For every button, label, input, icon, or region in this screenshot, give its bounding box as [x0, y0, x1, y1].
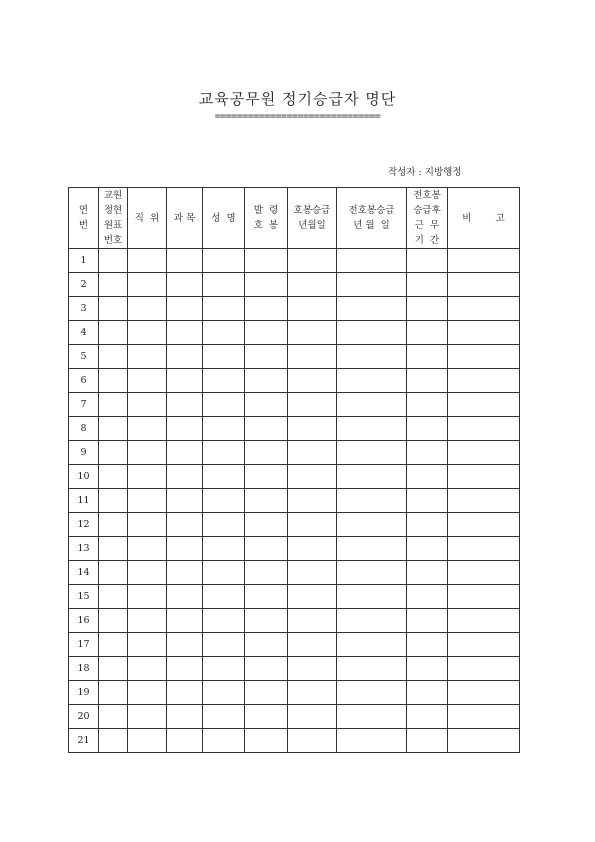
table-cell[interactable]	[288, 537, 337, 561]
table-cell[interactable]	[128, 297, 167, 321]
table-cell[interactable]	[99, 489, 128, 513]
table-row	[69, 321, 520, 345]
table-cell[interactable]	[245, 537, 288, 561]
row-number: 6	[69, 369, 99, 393]
row-number: 17	[69, 633, 99, 657]
table-cell[interactable]	[407, 513, 448, 537]
table-cell[interactable]	[288, 297, 337, 321]
table-cell[interactable]	[448, 489, 520, 513]
table-cell[interactable]	[167, 297, 203, 321]
table-cell[interactable]	[448, 417, 520, 441]
table-cell[interactable]	[167, 249, 203, 273]
table-cell[interactable]	[407, 729, 448, 753]
table-cell[interactable]	[203, 513, 245, 537]
table-row	[69, 345, 520, 369]
table-cell[interactable]	[99, 729, 128, 753]
table-cell[interactable]	[288, 489, 337, 513]
table-row	[69, 537, 520, 561]
table-cell[interactable]	[99, 537, 128, 561]
table-cell[interactable]	[337, 633, 407, 657]
table-cell[interactable]	[337, 273, 407, 297]
table-cell[interactable]	[448, 393, 520, 417]
row-number: 1	[69, 249, 99, 273]
table-cell[interactable]	[245, 681, 288, 705]
table-cell[interactable]	[448, 681, 520, 705]
table-cell[interactable]	[337, 609, 407, 633]
table-cell[interactable]	[337, 417, 407, 441]
table-cell[interactable]	[245, 585, 288, 609]
table-cell[interactable]	[337, 441, 407, 465]
table-cell[interactable]	[245, 465, 288, 489]
table-cell[interactable]	[288, 441, 337, 465]
table-row	[69, 609, 520, 633]
table-cell[interactable]	[448, 705, 520, 729]
table-cell[interactable]	[407, 657, 448, 681]
table-row	[69, 465, 520, 489]
table-cell[interactable]	[245, 489, 288, 513]
table-cell[interactable]	[407, 489, 448, 513]
table-row	[69, 585, 520, 609]
row-number: 16	[69, 609, 99, 633]
document-title: 교육공무원 정기승급자 명단	[198, 90, 397, 108]
row-number: 14	[69, 561, 99, 585]
table-cell[interactable]	[337, 489, 407, 513]
table-cell[interactable]	[167, 729, 203, 753]
table-cell[interactable]	[288, 513, 337, 537]
table-cell[interactable]	[407, 321, 448, 345]
table-cell[interactable]	[288, 273, 337, 297]
table-cell[interactable]	[128, 561, 167, 585]
table-cell[interactable]	[245, 729, 288, 753]
table-cell[interactable]	[203, 609, 245, 633]
table-cell[interactable]	[203, 249, 245, 273]
table-cell[interactable]	[128, 441, 167, 465]
table-cell[interactable]	[203, 345, 245, 369]
table-cell[interactable]	[245, 705, 288, 729]
table-header-row	[69, 188, 520, 249]
table-cell[interactable]	[288, 369, 337, 393]
table-row	[69, 441, 520, 465]
header-name: 성 명	[203, 188, 245, 249]
table-cell[interactable]	[203, 561, 245, 585]
table-cell[interactable]	[99, 393, 128, 417]
table-cell[interactable]	[245, 561, 288, 585]
table-cell[interactable]	[245, 369, 288, 393]
table-cell[interactable]	[167, 561, 203, 585]
table-cell[interactable]	[245, 393, 288, 417]
table-row	[69, 369, 520, 393]
table-cell[interactable]	[203, 489, 245, 513]
row-number: 4	[69, 321, 99, 345]
table-cell[interactable]	[203, 417, 245, 441]
table-cell[interactable]	[407, 609, 448, 633]
table-cell[interactable]	[128, 249, 167, 273]
table-cell[interactable]	[99, 249, 128, 273]
table-cell[interactable]	[337, 537, 407, 561]
table-cell[interactable]	[407, 561, 448, 585]
table-cell[interactable]	[203, 705, 245, 729]
table-cell[interactable]	[167, 489, 203, 513]
table-cell[interactable]	[337, 657, 407, 681]
table-cell[interactable]	[128, 681, 167, 705]
table-cell[interactable]	[337, 321, 407, 345]
row-number: 10	[69, 465, 99, 489]
table-cell[interactable]	[407, 441, 448, 465]
table-cell[interactable]	[407, 465, 448, 489]
table-cell[interactable]	[203, 297, 245, 321]
table-cell[interactable]	[407, 537, 448, 561]
table-cell[interactable]	[407, 417, 448, 441]
table-cell[interactable]	[203, 537, 245, 561]
header-service-period: 전호봉 승급후 근 무 기 간	[407, 188, 448, 249]
table-cell[interactable]	[99, 513, 128, 537]
table-cell[interactable]	[167, 705, 203, 729]
table-cell[interactable]	[128, 465, 167, 489]
table-cell[interactable]	[99, 441, 128, 465]
table-cell[interactable]	[337, 369, 407, 393]
table-cell[interactable]	[448, 441, 520, 465]
table-cell[interactable]	[245, 441, 288, 465]
row-number: 5	[69, 345, 99, 369]
table-cell[interactable]	[128, 321, 167, 345]
table-cell[interactable]	[407, 297, 448, 321]
row-number: 8	[69, 417, 99, 441]
table-cell[interactable]	[167, 609, 203, 633]
table-cell[interactable]	[167, 369, 203, 393]
row-number: 20	[69, 705, 99, 729]
table-cell[interactable]	[99, 657, 128, 681]
table-cell[interactable]	[203, 369, 245, 393]
table-cell[interactable]	[337, 681, 407, 705]
table-cell[interactable]	[448, 657, 520, 681]
table-row	[69, 681, 520, 705]
table-row	[69, 705, 520, 729]
row-number: 15	[69, 585, 99, 609]
row-number: 19	[69, 681, 99, 705]
table-cell[interactable]	[337, 393, 407, 417]
table-cell[interactable]	[245, 513, 288, 537]
table-cell[interactable]	[99, 561, 128, 585]
table-row	[69, 561, 520, 585]
table-cell[interactable]	[245, 633, 288, 657]
table-cell[interactable]	[288, 249, 337, 273]
table-cell[interactable]	[203, 585, 245, 609]
table-cell[interactable]	[448, 321, 520, 345]
table-cell[interactable]	[288, 609, 337, 633]
table-cell[interactable]	[203, 441, 245, 465]
table-cell[interactable]	[99, 417, 128, 441]
table-cell[interactable]	[448, 297, 520, 321]
table-cell[interactable]	[448, 729, 520, 753]
table-cell[interactable]	[167, 393, 203, 417]
table-cell[interactable]	[407, 585, 448, 609]
table-cell[interactable]	[245, 273, 288, 297]
header-assigned-step: 발 령 호 봉	[245, 188, 288, 249]
row-number: 18	[69, 657, 99, 681]
table-cell[interactable]	[288, 729, 337, 753]
table-row	[69, 633, 520, 657]
table-cell[interactable]	[245, 321, 288, 345]
table-cell[interactable]	[337, 561, 407, 585]
table-cell[interactable]	[128, 273, 167, 297]
table-cell[interactable]	[337, 345, 407, 369]
table-cell[interactable]	[448, 369, 520, 393]
table-cell[interactable]	[288, 561, 337, 585]
table-cell[interactable]	[337, 297, 407, 321]
table-cell[interactable]	[128, 609, 167, 633]
table-cell[interactable]	[407, 393, 448, 417]
table-cell[interactable]	[128, 585, 167, 609]
table-row	[69, 729, 520, 753]
table-cell[interactable]	[128, 537, 167, 561]
table-cell[interactable]	[407, 369, 448, 393]
table-cell[interactable]	[407, 633, 448, 657]
table-cell[interactable]	[167, 681, 203, 705]
table-cell[interactable]	[128, 489, 167, 513]
table-cell[interactable]	[337, 513, 407, 537]
table-cell[interactable]	[288, 705, 337, 729]
row-number: 11	[69, 489, 99, 513]
table-cell[interactable]	[407, 345, 448, 369]
table-cell[interactable]	[203, 657, 245, 681]
table-cell[interactable]	[203, 729, 245, 753]
table-cell[interactable]	[99, 321, 128, 345]
table-cell[interactable]	[128, 513, 167, 537]
table-cell[interactable]	[245, 609, 288, 633]
table-cell[interactable]	[245, 657, 288, 681]
table-cell[interactable]	[99, 297, 128, 321]
header-seq-no: 연 번	[69, 188, 99, 249]
table-row	[69, 273, 520, 297]
table-cell[interactable]	[448, 633, 520, 657]
table-cell[interactable]	[128, 393, 167, 417]
table-cell[interactable]	[167, 585, 203, 609]
table-cell[interactable]	[99, 585, 128, 609]
table-row	[69, 513, 520, 537]
header-teacher-id: 교원 정현 원표 번호	[99, 188, 128, 249]
table-cell[interactable]	[288, 681, 337, 705]
header-promotion-date: 호봉승급 년월일	[288, 188, 337, 249]
table-cell[interactable]	[128, 345, 167, 369]
table-cell[interactable]	[203, 273, 245, 297]
table-row	[69, 489, 520, 513]
table-cell[interactable]	[288, 633, 337, 657]
table-cell[interactable]	[99, 705, 128, 729]
table-cell[interactable]	[128, 369, 167, 393]
table-cell[interactable]	[245, 417, 288, 441]
table-cell[interactable]	[167, 273, 203, 297]
table-cell[interactable]	[167, 657, 203, 681]
table-cell[interactable]	[288, 657, 337, 681]
table-cell[interactable]	[407, 249, 448, 273]
header-subject: 과 목	[167, 188, 203, 249]
table-cell[interactable]	[128, 729, 167, 753]
table-body	[69, 249, 520, 753]
table-cell[interactable]	[448, 609, 520, 633]
row-number: 13	[69, 537, 99, 561]
table-cell[interactable]	[448, 561, 520, 585]
table-cell[interactable]	[288, 465, 337, 489]
roster-table	[68, 187, 520, 753]
table-cell[interactable]	[203, 681, 245, 705]
row-number: 2	[69, 273, 99, 297]
header-remarks: 비 고	[448, 188, 520, 249]
table-cell[interactable]	[99, 369, 128, 393]
header-position: 직 위	[128, 188, 167, 249]
table-cell[interactable]	[167, 513, 203, 537]
table-cell[interactable]	[448, 465, 520, 489]
table-cell[interactable]	[128, 633, 167, 657]
table-row	[69, 297, 520, 321]
table-cell[interactable]	[99, 273, 128, 297]
table-cell[interactable]	[407, 681, 448, 705]
table-cell[interactable]	[167, 537, 203, 561]
row-number: 7	[69, 393, 99, 417]
table-cell[interactable]	[448, 585, 520, 609]
table-cell[interactable]	[99, 633, 128, 657]
table-cell[interactable]	[99, 345, 128, 369]
table-row	[69, 393, 520, 417]
table-cell[interactable]	[337, 729, 407, 753]
table-cell[interactable]	[128, 705, 167, 729]
table-cell[interactable]	[288, 321, 337, 345]
table-cell[interactable]	[203, 393, 245, 417]
table-cell[interactable]	[448, 537, 520, 561]
table-cell[interactable]	[99, 465, 128, 489]
header-prev-promotion-date: 전호봉승급 년 월 일	[337, 188, 407, 249]
table-cell[interactable]	[167, 441, 203, 465]
table-cell[interactable]	[337, 465, 407, 489]
table-cell[interactable]	[167, 321, 203, 345]
table-row	[69, 249, 520, 273]
table-cell[interactable]	[245, 297, 288, 321]
table-cell[interactable]	[407, 705, 448, 729]
table-cell[interactable]	[167, 417, 203, 441]
table-cell[interactable]	[448, 345, 520, 369]
table-cell[interactable]	[288, 393, 337, 417]
table-cell[interactable]	[245, 345, 288, 369]
table-cell[interactable]	[288, 585, 337, 609]
table-cell[interactable]	[448, 513, 520, 537]
table-cell[interactable]	[203, 465, 245, 489]
table-cell[interactable]	[288, 345, 337, 369]
table-cell[interactable]	[167, 465, 203, 489]
table-cell[interactable]	[203, 633, 245, 657]
table-row	[69, 417, 520, 441]
table-cell[interactable]	[407, 273, 448, 297]
title-underline-rule: ==============================	[214, 111, 381, 122]
table-cell[interactable]	[167, 633, 203, 657]
table-cell[interactable]	[245, 249, 288, 273]
table-cell[interactable]	[128, 657, 167, 681]
table-cell[interactable]	[337, 585, 407, 609]
table-cell[interactable]	[288, 417, 337, 441]
table-cell[interactable]	[448, 249, 520, 273]
row-number: 3	[69, 297, 99, 321]
table-cell[interactable]	[203, 321, 245, 345]
table-cell[interactable]	[337, 705, 407, 729]
row-number: 12	[69, 513, 99, 537]
table-row	[69, 657, 520, 681]
table-cell[interactable]	[99, 609, 128, 633]
row-number: 9	[69, 441, 99, 465]
row-number: 21	[69, 729, 99, 753]
table-cell[interactable]	[167, 345, 203, 369]
table-cell[interactable]	[128, 417, 167, 441]
table-cell[interactable]	[448, 273, 520, 297]
table-cell[interactable]	[99, 681, 128, 705]
author-line: 작성자 : 지방행정	[388, 167, 462, 178]
table-cell[interactable]	[337, 249, 407, 273]
